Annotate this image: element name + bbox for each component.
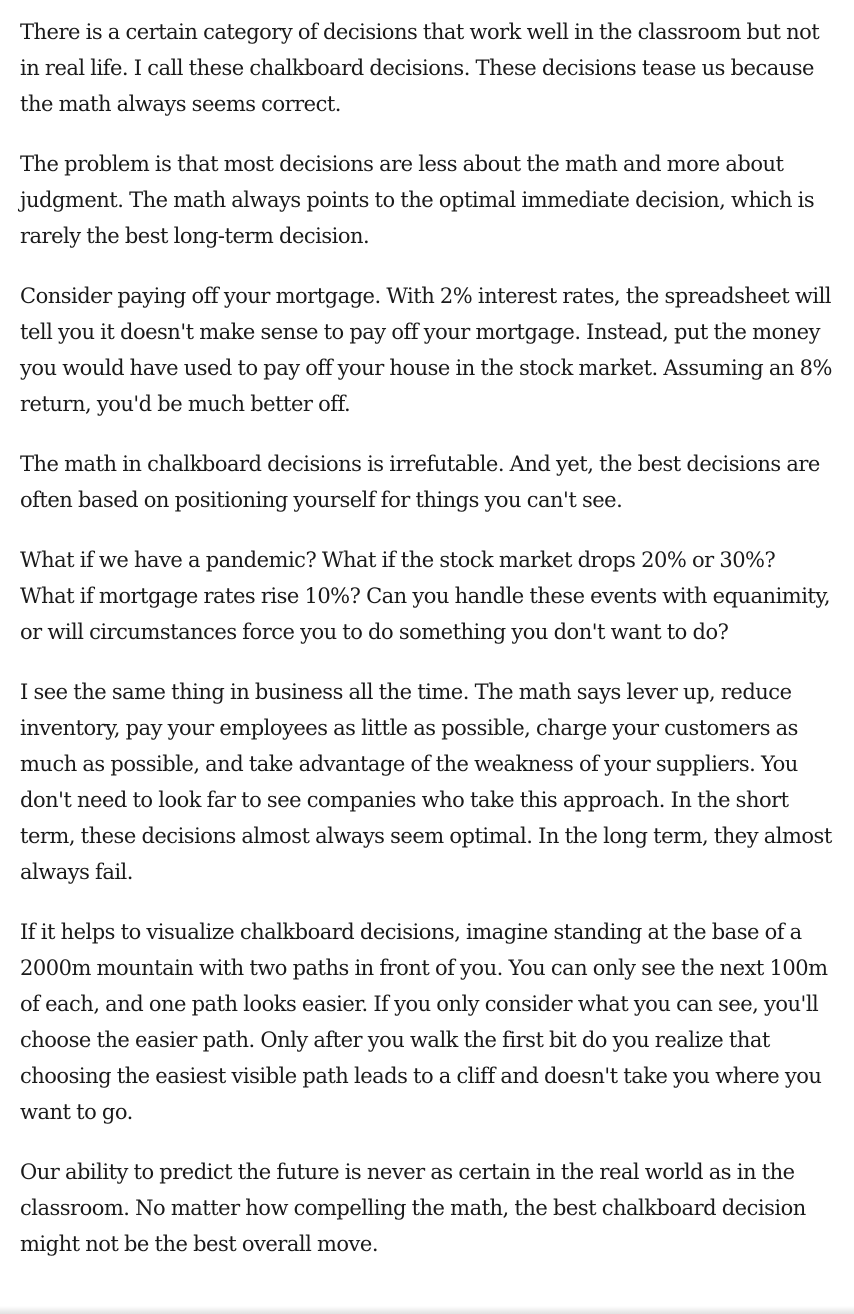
paragraph-5: What if we have a pandemic? What if the stock market drops 20% or 30%? What if mortgage rates rise 10%? Can you handle these events with equanimity, or will circumstances force you to do something you don't want to do? — [20, 548, 831, 644]
paragraph-6: I see the same thing in business all the time. The math says lever up, reduce inventory, pay your employees as little as possible, charge your customers as much as possible, and take advantage of the weakness of your suppliers. You don't need to look far to see companies who take this approach. In the short term, these decisions almost always seem optimal. In the long term, they almost always fail. — [20, 680, 832, 884]
paragraph-1: There is a certain category of decisions that work well in the classroom but not in real life. I call these chalkboard decisions. These decisions tease us because the math always seems correct. — [20, 20, 820, 116]
paragraph-3: Consider paying off your mortgage. With 2% interest rates, the spreadsheet will tell you it doesn't make sense to pay off your mortgage. Instead, put the money you would have used to pay off your house in the stock market. Assuming an 8% return, you'd be much better off. — [20, 284, 832, 416]
paragraph-4: The math in chalkboard decisions is irrefutable. And yet, the best decisions are often based on positioning yourself for things you can't see. — [20, 452, 820, 512]
paragraph-2: The problem is that most decisions are less about the math and more about judgment. The math always points to the optimal immediate decision, which is rarely the best long-term decision. — [20, 152, 815, 248]
paragraph-8: Our ability to predict the future is never as certain in the real world as in the classroom. No matter how compelling the math, the best chalkboard decision might not be the best overall move. — [20, 1160, 806, 1256]
paragraph-7: If it helps to visualize chalkboard decisions, imagine standing at the base of a 2000m mountain with two paths in front of you. You can only see the next 100m of each, and one path looks easier. If you only consider what you can see, you'll choose the easier path. Only after you walk the first bit do you realize that choosing the easiest visible path leads to a cliff and doesn't take you where you want to go. — [20, 920, 828, 1124]
bottom-fade-divider — [0, 1306, 854, 1314]
article-body — [20, 14, 834, 1286]
